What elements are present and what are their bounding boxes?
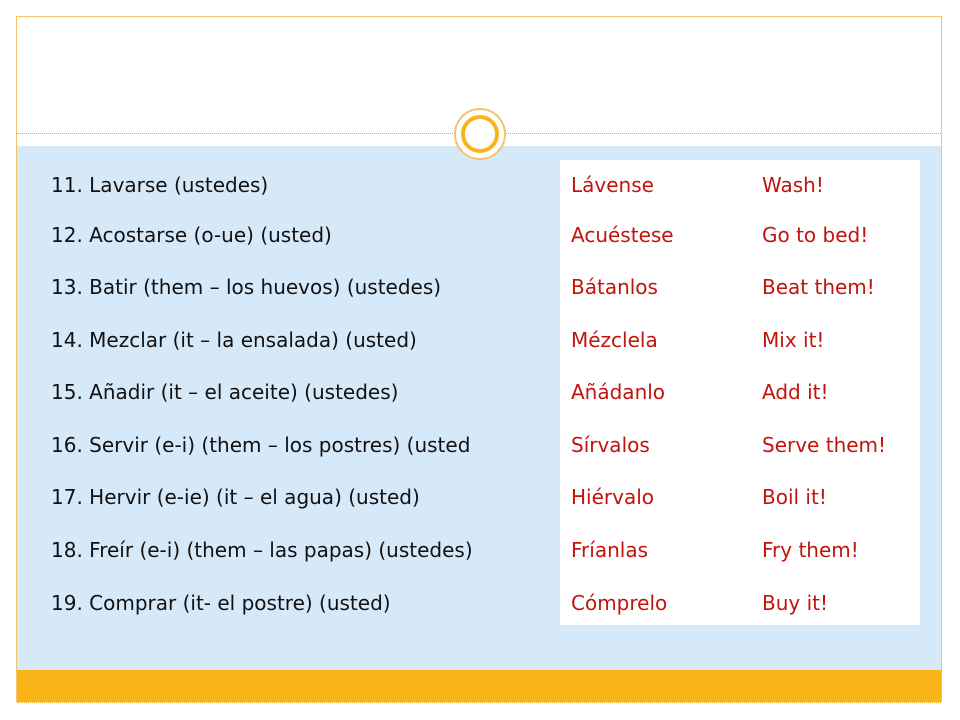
exercise-row — [0, 482, 960, 512]
exercise-prompt: 13. Batir (them – los huevos) (ustedes) — [51, 275, 442, 299]
english-translation: Mix it! — [762, 328, 825, 352]
exercise-row — [0, 220, 960, 250]
spanish-answer: Añádanlo — [571, 380, 666, 404]
spanish-answer: Acuéstese — [571, 223, 674, 247]
footer-bar — [17, 670, 941, 702]
exercise-row — [0, 325, 960, 355]
spanish-answer: Hiérvalo — [571, 485, 655, 509]
english-translation: Buy it! — [762, 591, 829, 615]
exercise-prompt: 11. Lavarse (ustedes) — [51, 173, 269, 197]
circle-ornament-inner — [461, 115, 499, 153]
spanish-answer: Lávense — [571, 173, 654, 197]
english-translation: Wash! — [762, 173, 824, 197]
exercise-prompt: 14. Mezclar (it – la ensalada) (usted) — [51, 328, 417, 352]
exercise-prompt: 19. Comprar (it- el postre) (usted) — [51, 591, 391, 615]
exercise-row — [0, 588, 960, 618]
english-translation: Boil it! — [762, 485, 827, 509]
exercise-prompt: 15. Añadir (it – el aceite) (ustedes) — [51, 380, 399, 404]
spanish-answer: Bátanlos — [571, 275, 658, 299]
english-translation: Go to bed! — [762, 223, 869, 247]
spanish-answer: Fríanlas — [571, 538, 648, 562]
exercise-row — [0, 377, 960, 407]
circle-ornament-icon — [454, 108, 506, 160]
english-translation: Add it! — [762, 380, 829, 404]
exercise-row — [0, 170, 960, 200]
english-translation: Fry them! — [762, 538, 859, 562]
english-translation: Serve them! — [762, 433, 887, 457]
exercise-prompt: 18. Freír (e-i) (them – las papas) (ustedes) — [51, 538, 473, 562]
spanish-answer: Sírvalos — [571, 433, 650, 457]
exercise-prompt: 12. Acostarse (o-ue) (usted) — [51, 223, 332, 247]
exercise-row — [0, 535, 960, 565]
spanish-answer: Cómprelo — [571, 591, 668, 615]
spanish-answer: Mézclela — [571, 328, 658, 352]
exercise-row — [0, 430, 960, 460]
exercise-row — [0, 272, 960, 302]
english-translation: Beat them! — [762, 275, 875, 299]
exercise-prompt: 17. Hervir (e-ie) (it – el agua) (usted) — [51, 485, 420, 509]
footer-divider — [17, 702, 941, 703]
exercise-prompt: 16. Servir (e-i) (them – los postres) (usted — [51, 433, 471, 457]
